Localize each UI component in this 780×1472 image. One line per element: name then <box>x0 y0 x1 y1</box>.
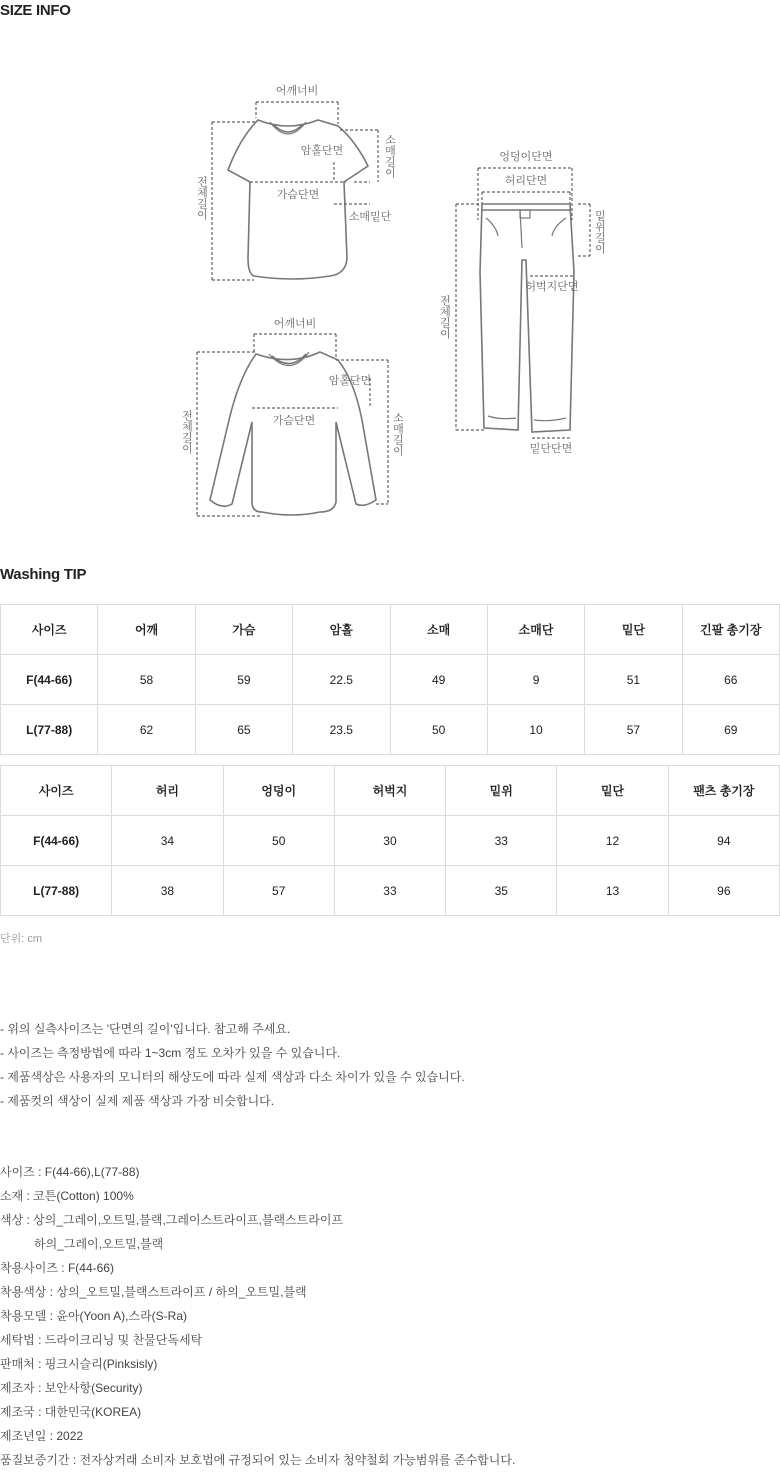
spec-seller: 판매처 : 핑크시슬리(Pinksisly) <box>0 1357 158 1371</box>
size-info-title: SIZE INFO <box>0 2 71 19</box>
header-cell: 허리 <box>112 766 223 816</box>
value-cell: 59 <box>195 655 292 705</box>
header-cell: 엉덩이 <box>223 766 334 816</box>
unit-note: 단위: cm <box>0 933 43 945</box>
value-cell: 33 <box>446 816 557 866</box>
size-cell: F(44-66) <box>1 816 112 866</box>
spec-color-continued: 하의_그레이,오트밀,블랙 <box>34 1237 164 1251</box>
spec-material: 소재 : 코튼(Cotton) 100% <box>0 1189 134 1203</box>
value-cell: 35 <box>446 866 557 916</box>
tshirt-armhole-label: 암홀단면 <box>300 144 344 157</box>
longsleeve-sleeve-length-label: 소매길이 <box>391 412 405 456</box>
table-row <box>1 866 780 916</box>
table-header-row <box>1 605 780 655</box>
tshirt-chest-label: 가슴단면 <box>276 188 320 201</box>
value-cell: 30 <box>334 816 445 866</box>
value-cell: 69 <box>682 705 779 755</box>
bottom-size-table <box>0 765 780 916</box>
value-cell: 22.5 <box>293 655 390 705</box>
tshirt-sleeve-length-label: 소매길이 <box>383 134 397 178</box>
table-header-row <box>1 766 780 816</box>
size-cell: L(77-88) <box>1 705 98 755</box>
size-cell: F(44-66) <box>1 655 98 705</box>
tshirt-sleeve-hem-label: 소매밑단 <box>348 210 392 223</box>
note-line: - 위의 실측사이즈는 '단면의 길이'입니다. 참고해 주세요. <box>0 1022 291 1036</box>
header-cell: 소매 <box>390 605 487 655</box>
value-cell: 94 <box>668 816 779 866</box>
size-cell: L(77-88) <box>1 866 112 916</box>
value-cell: 9 <box>487 655 584 705</box>
spec-warranty: 품질보증기간 : 전자상거래 소비자 보호법에 규정되어 있는 소비자 청약철회 가능범위를 준수합니다. <box>0 1453 516 1467</box>
note-line: - 제품색상은 사용자의 모니터의 해상도에 따라 실제 색상과 다소 차이가 있을 수 있습니다. <box>0 1070 465 1084</box>
value-cell: 13 <box>557 866 668 916</box>
value-cell: 62 <box>98 705 195 755</box>
note-line: - 사이즈는 측정방법에 따라 1~3cm 정도 오차가 있을 수 있습니다. <box>0 1046 341 1060</box>
pants-hip-label: 엉덩이단면 <box>499 150 553 163</box>
longsleeve-armhole-label: 암홀단면 <box>328 374 372 387</box>
tshirt-total-length-label: 전체길이 <box>195 176 209 220</box>
value-cell: 12 <box>557 816 668 866</box>
size-notes <box>0 1017 465 1113</box>
pants-thigh-label: 허벅지단면 <box>525 280 579 293</box>
longsleeve-shoulder-label: 어깨너비 <box>273 317 317 330</box>
value-cell: 57 <box>223 866 334 916</box>
spec-size: 사이즈 : F(44-66),L(77-88) <box>0 1165 140 1179</box>
spec-model: 착용모델 : 윤아(Yoon A),스라(S-Ra) <box>0 1309 187 1323</box>
header-cell: 사이즈 <box>1 766 112 816</box>
table-row <box>1 816 780 866</box>
value-cell: 50 <box>223 816 334 866</box>
spec-wear-color: 착용색상 : 상의_오트밀,블랙스트라이프 / 하의_오트밀,블랙 <box>0 1285 307 1299</box>
header-cell: 밑위 <box>446 766 557 816</box>
value-cell: 38 <box>112 866 223 916</box>
pants-diagram <box>480 204 574 432</box>
value-cell: 10 <box>487 705 584 755</box>
longsleeve-chest-label: 가슴단면 <box>272 414 316 427</box>
table-row <box>1 705 780 755</box>
value-cell: 49 <box>390 655 487 705</box>
value-cell: 57 <box>585 705 682 755</box>
header-cell: 긴팔 총기장 <box>682 605 779 655</box>
header-cell: 팬츠 총기장 <box>668 766 779 816</box>
value-cell: 96 <box>668 866 779 916</box>
spec-year: 제조년일 : 2022 <box>0 1429 84 1443</box>
value-cell: 33 <box>334 866 445 916</box>
header-cell: 사이즈 <box>1 605 98 655</box>
value-cell: 50 <box>390 705 487 755</box>
header-cell: 밑단 <box>585 605 682 655</box>
spec-color: 색상 : 상의_그레이,오트밀,블랙,그레이스트라이프,블랙스트라이프 <box>0 1213 343 1227</box>
longsleeve-total-length-label: 전체길이 <box>180 410 194 454</box>
pants-outline <box>480 204 574 432</box>
header-cell: 소매단 <box>487 605 584 655</box>
value-cell: 65 <box>195 705 292 755</box>
table-row <box>1 655 780 705</box>
value-cell: 34 <box>112 816 223 866</box>
header-cell: 암홀 <box>293 605 390 655</box>
product-specs <box>0 1160 515 1472</box>
pants-rise-label: 밑위길이 <box>593 210 607 254</box>
header-cell: 어깨 <box>98 605 195 655</box>
header-cell: 밑단 <box>557 766 668 816</box>
spec-maker: 제조자 : 보안사항(Security) <box>0 1381 143 1395</box>
top-size-table <box>0 604 780 755</box>
value-cell: 58 <box>98 655 195 705</box>
value-cell: 66 <box>682 655 779 705</box>
tshirt-shoulder-label: 어깨너비 <box>275 84 319 97</box>
pants-waist-label: 허리단면 <box>504 174 548 187</box>
pants-hem-label: 밑단단면 <box>529 442 573 455</box>
note-line: - 제품컷의 색상이 실제 제품 색상과 가장 비슷합니다. <box>0 1094 275 1108</box>
spec-wear-size: 착용사이즈 : F(44-66) <box>0 1261 114 1275</box>
value-cell: 51 <box>585 655 682 705</box>
spec-wash: 세탁법 : 드라이크리닝 및 찬물단독세탁 <box>0 1333 203 1347</box>
washing-tip-title: Washing TIP <box>0 566 87 583</box>
header-cell: 허벅지 <box>334 766 445 816</box>
pants-total-length-label: 전체길이 <box>438 295 452 339</box>
size-diagram <box>0 0 780 540</box>
spec-country: 제조국 : 대한민국(KOREA) <box>0 1405 142 1419</box>
value-cell: 23.5 <box>293 705 390 755</box>
header-cell: 가슴 <box>195 605 292 655</box>
